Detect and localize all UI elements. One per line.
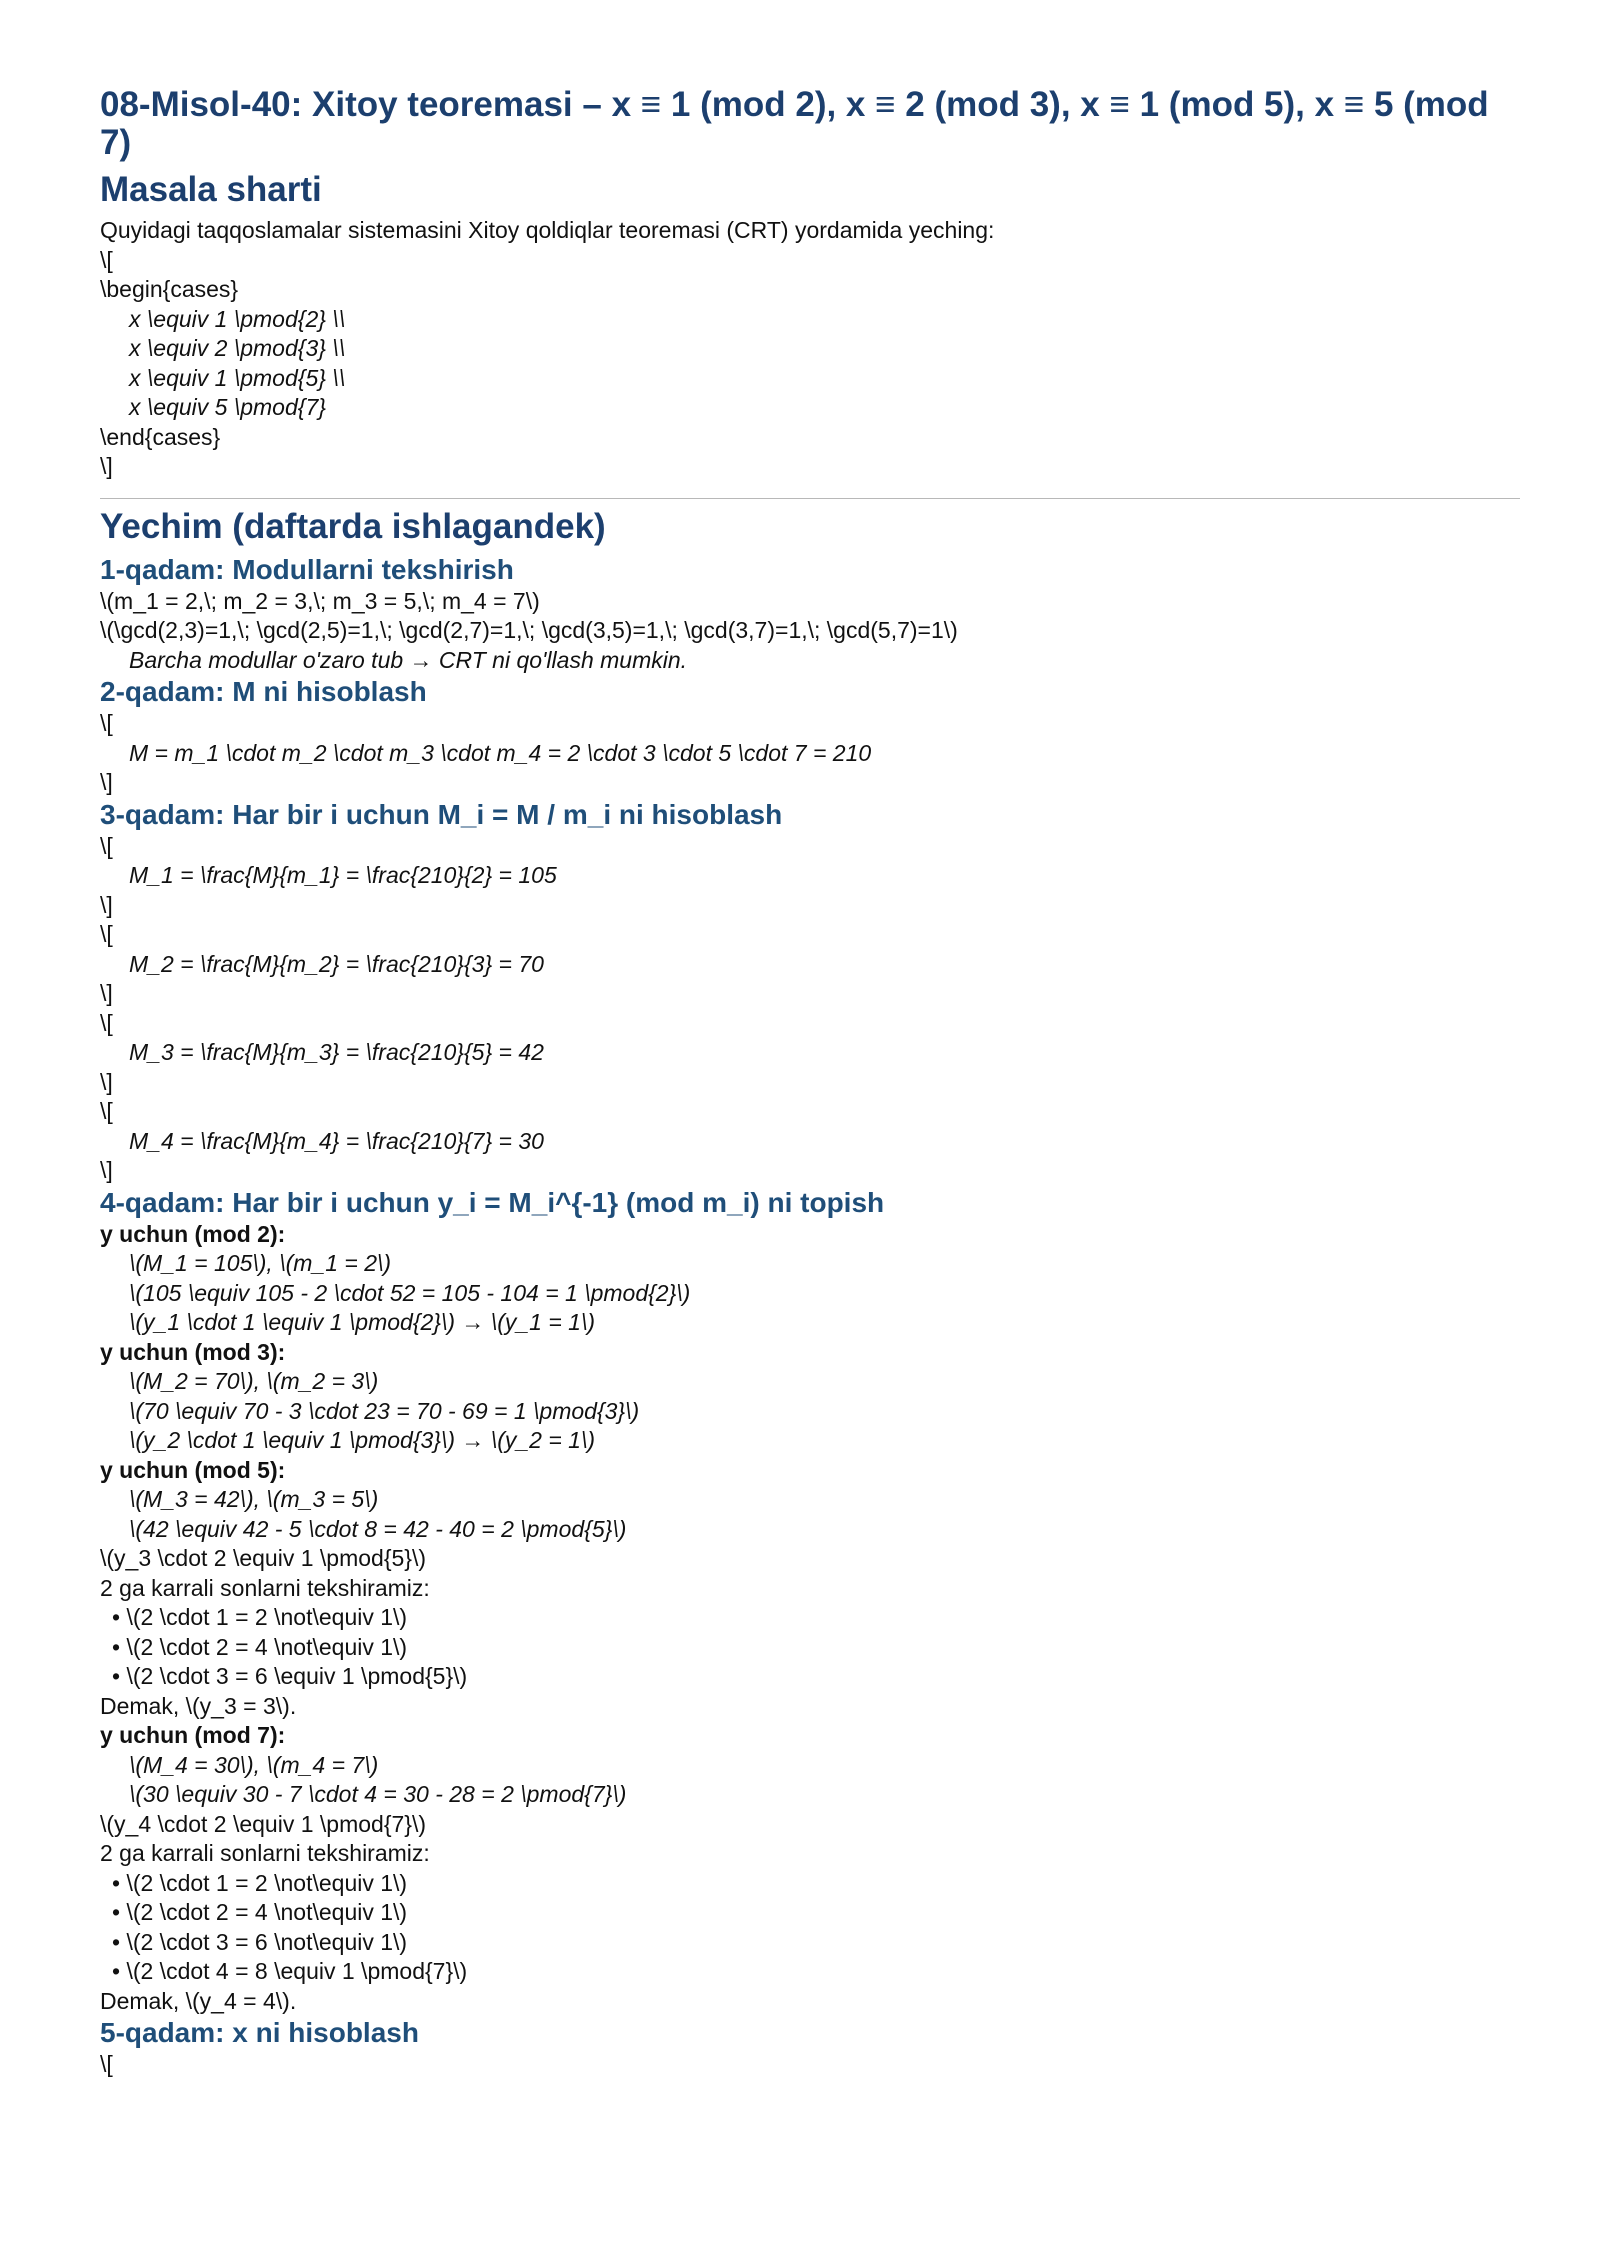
step-line: \] bbox=[100, 769, 113, 795]
step-line: \[ bbox=[100, 1009, 113, 1036]
step-line: \(105 \equiv 105 - 2 \cdot 52 = 105 - 104 = 1 \pmod{2}\) bbox=[129, 1279, 691, 1306]
step-line: 2 ga karrali sonlarni tekshiramiz: bbox=[100, 1840, 430, 1866]
problem-body bbox=[100, 216, 1520, 482]
problem-line: x \equiv 2 \pmod{3} \\ bbox=[129, 335, 346, 361]
page-title: 08-Misol-40: Xitoy teoremasi – x ≡ 1 (mod 2), x ≡ 2 (mod 3), x ≡ 1 (mod 5), x ≡ 5 (mod 7) bbox=[100, 85, 1489, 162]
step-line: y uchun (mod 3): bbox=[100, 1338, 286, 1365]
step-line: y uchun (mod 7): bbox=[100, 1722, 286, 1748]
step-line: \(42 \equiv 42 - 5 \cdot 8 = 42 - 40 = 2 \pmod{5}\) bbox=[129, 1515, 627, 1542]
step-line: y uchun (mod 5): bbox=[100, 1456, 286, 1483]
step-line: \(M_2 = 70\), \(m_2 = 3\) bbox=[129, 1368, 379, 1394]
step-line: \] bbox=[100, 1157, 113, 1183]
step-line: \(m_1 = 2,\; m_2 = 3,\; m_3 = 5,\; m_4 = 7\) bbox=[100, 587, 540, 614]
step-line: \(70 \equiv 70 - 3 \cdot 23 = 70 - 69 = 1 \pmod{3}\) bbox=[129, 1397, 640, 1424]
step-line: M_2 = \frac{M}{m_2} = \frac{210}{3} = 70 bbox=[129, 950, 544, 977]
step-line: \(30 \equiv 30 - 7 \cdot 4 = 30 - 28 = 2 \pmod{7}\) bbox=[129, 1781, 627, 1807]
step-line: • \(2 \cdot 2 = 4 \not\equiv 1\) bbox=[112, 1899, 408, 1925]
step-line: • \(2 \cdot 1 = 2 \not\equiv 1\) bbox=[112, 1604, 408, 1630]
section-divider bbox=[100, 498, 1520, 499]
step-line: M_1 = \frac{M}{m_1} = \frac{210}{2} = 105 bbox=[129, 862, 557, 888]
step-line: y uchun (mod 2): bbox=[100, 1220, 286, 1247]
step-line: \] bbox=[100, 891, 113, 918]
step-line: Demak, \(y_3 = 3\). bbox=[100, 1692, 297, 1719]
problem-line: \] bbox=[100, 453, 113, 479]
step-line: \(y_4 \cdot 2 \equiv 1 \pmod{7}\) bbox=[100, 1810, 427, 1837]
step-line: \[ bbox=[100, 1098, 113, 1124]
step-line: Barcha modullar o'zaro tub → CRT ni qo'llash mumkin. bbox=[129, 646, 688, 673]
solution-body bbox=[100, 553, 1520, 2080]
step-heading: 3-qadam: Har bir i uchun M_i = M / m_i ni hisoblash bbox=[100, 798, 783, 830]
problem-heading: Masala sharti bbox=[100, 170, 322, 209]
problem-line: x \equiv 1 \pmod{5} \\ bbox=[129, 364, 346, 391]
step-line: • \(2 \cdot 1 = 2 \not\equiv 1\) bbox=[112, 1869, 408, 1896]
step-line: • \(2 \cdot 3 = 6 \equiv 1 \pmod{5}\) bbox=[112, 1663, 468, 1689]
problem-line: \end{cases} bbox=[100, 423, 221, 450]
step-line: M_4 = \frac{M}{m_4} = \frac{210}{7} = 30 bbox=[129, 1127, 544, 1154]
step-line: Demak, \(y_4 = 4\). bbox=[100, 1987, 297, 2014]
step-line: \[ bbox=[100, 2051, 113, 2077]
step-line: • \(2 \cdot 2 = 4 \not\equiv 1\) bbox=[112, 1633, 408, 1660]
step-heading: 5-qadam: x ni hisoblash bbox=[100, 2017, 419, 2048]
problem-line: \[ bbox=[100, 246, 113, 273]
step-line: \[ bbox=[100, 921, 113, 947]
problem-line: x \equiv 1 \pmod{2} \\ bbox=[129, 305, 346, 332]
step-line: \[ bbox=[100, 832, 113, 859]
step-line: M_3 = \frac{M}{m_3} = \frac{210}{5} = 42 bbox=[129, 1039, 544, 1065]
step-line: • \(2 \cdot 3 = 6 \not\equiv 1\) bbox=[112, 1928, 408, 1955]
step-line: \(y_2 \cdot 1 \equiv 1 \pmod{3}\) → \(y_2 = 1\) bbox=[129, 1427, 595, 1453]
step-line: \] bbox=[100, 1068, 113, 1095]
step-line: \[ bbox=[100, 710, 113, 736]
step-heading: 4-qadam: Har bir i uchun y_i = M_i^{-1} (mod m_i) ni topish bbox=[100, 1186, 885, 1218]
step-line: M = m_1 \cdot m_2 \cdot m_3 \cdot m_4 = 2 \cdot 3 \cdot 5 \cdot 7 = 210 bbox=[129, 739, 872, 766]
step-line: \(M_1 = 105\), \(m_1 = 2\) bbox=[129, 1250, 392, 1276]
step-line: \(M_4 = 30\), \(m_4 = 7\) bbox=[129, 1751, 379, 1778]
step-line: \] bbox=[100, 980, 113, 1006]
step-line: \(\gcd(2,3)=1,\; \gcd(2,5)=1,\; \gcd(2,7)=1,\; \gcd(3,5)=1,\; \gcd(3,7)=1,\; \gcd(5,7)=1\) bbox=[100, 617, 958, 643]
problem-line: x \equiv 5 \pmod{7} bbox=[129, 394, 326, 420]
step-line: • \(2 \cdot 4 = 8 \equiv 1 \pmod{7}\) bbox=[112, 1958, 468, 1984]
step-line: \(y_1 \cdot 1 \equiv 1 \pmod{2}\) → \(y_1 = 1\) bbox=[129, 1309, 595, 1335]
step-line: 2 ga karrali sonlarni tekshiramiz: bbox=[100, 1574, 430, 1601]
solution-heading: Yechim (daftarda ishlagandek) bbox=[100, 506, 606, 546]
step-heading: 1-qadam: Modullarni tekshirish bbox=[100, 553, 514, 585]
problem-line: Quyidagi taqqoslamalar sistemasini Xitoy qoldiqlar teoremasi (CRT) yordamida yeching: bbox=[100, 217, 995, 243]
step-line: \(y_3 \cdot 2 \equiv 1 \pmod{5}\) bbox=[100, 1545, 427, 1571]
step-line: \(M_3 = 42\), \(m_3 = 5\) bbox=[129, 1486, 379, 1512]
step-heading: 2-qadam: M ni hisoblash bbox=[100, 676, 427, 707]
problem-line: \begin{cases} bbox=[100, 276, 239, 302]
